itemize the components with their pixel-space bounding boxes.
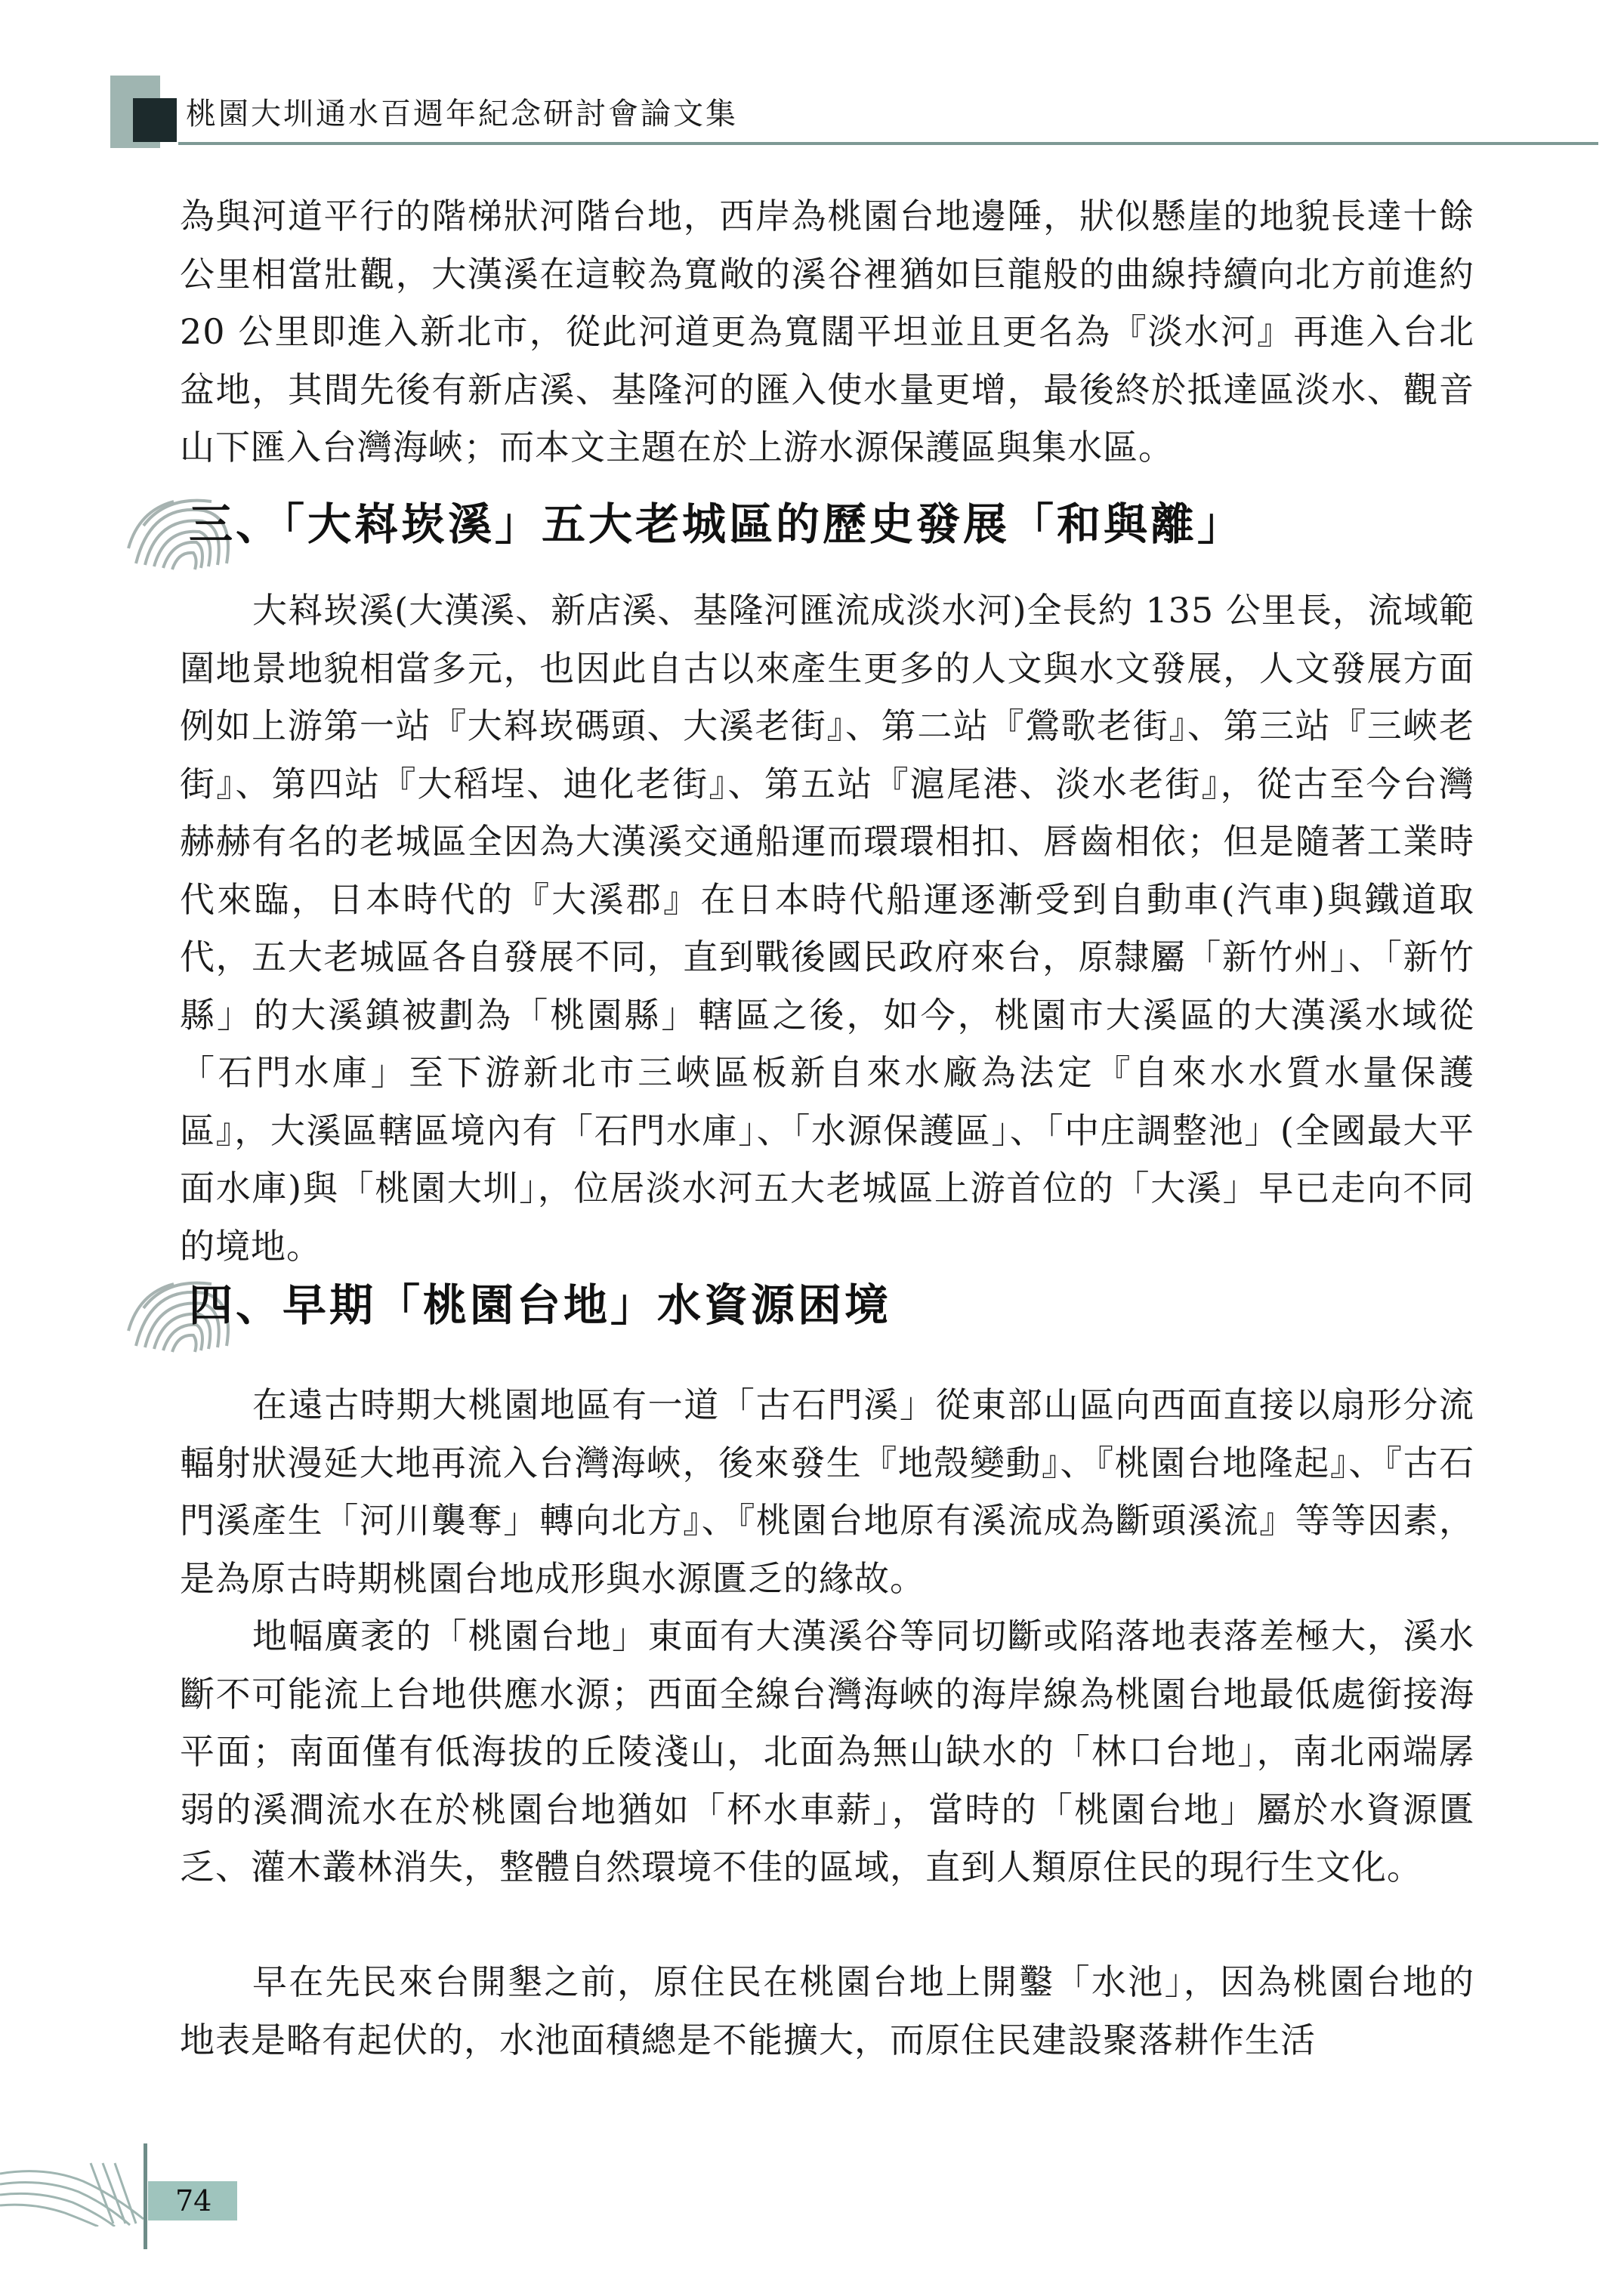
- section-heading-4: 四、早期「桃園台地」水資源困境: [189, 1279, 892, 1331]
- paragraph: 在遠古時期大桃園地區有一道「古石門溪」從東部山區向西面直接以扇形分流輻射狀漫延大地再流入台灣海峽，後來發生『地殼變動』、『桃園台地隆起』、『古石門溪產生「河川襲奪」轉向北方』、『桃園台地原有溪流成為斷頭溪流』等等因素，是為原古時期桃園台地成形與水源匱乏的緣故。: [180, 1384, 1474, 1599]
- paragraph: 地幅廣袤的「桃園台地」東面有大漢溪谷等同切斷或陷落地表落差極大，溪水斷不可能流上台地供應水源；西面全線台灣海峽的海岸線為桃園台地最低處銜接海平面；南面僅有低海拔的丘陵淺山，北面為無山缺水的「林口台地」，南北兩端孱弱的溪澗流水在於桃園台地猶如「杯水車薪」，當時的「桃園台地」屬於水資源匱乏、灌木叢林消失，整體自然環境不佳的區域，直到人類原住民的現行生文化。: [180, 1616, 1474, 1887]
- header-decor-square-dark: [133, 98, 177, 142]
- wave-lines-icon: [0, 2159, 151, 2227]
- page-number: 74: [175, 2184, 212, 2217]
- paragraph-continued: 為與河道平行的階梯狀河階台地，西岸為桃園台地邊陲，狀似懸崖的地貌長達十餘公里相當壯觀，大漢溪在這較為寬敞的溪谷裡猶如巨龍般的曲線持續向北方前進約 20 公里即進入新北市，從此河道更為寬闊平坦並且更名為『淡水河』再進入台北盆地，其間先後有新店溪、基隆河的匯入使水量更增，最後終於抵達區淡水、觀音山下匯入台灣海峽；而本文主題在於上游水源保護區與集水區。: [180, 196, 1474, 468]
- running-title: 桃園大圳通水百週年紀念研討會論文集: [186, 97, 738, 131]
- header-rule: [178, 142, 1598, 145]
- paragraph: 大嵙崁溪(大漢溪、新店溪、基隆河匯流成淡水河)全長約 135 公里長，流域範圍地景地貌相當多元，也因此自古以來產生更多的人文與水文發展，人文發展方面例如上游第一站『大嵙崁碼頭、大溪老街』、第二站『鶯歌老街』、第三站『三峽老街』、第四站『大稻埕、迪化老街』、第五站『滬尾港、淡水老街』，從古至今台灣赫赫有名的老城區全因為大漢溪交通船運而環環相扣、唇齒相依；但是隨著工業時代來臨，日本時代的『大溪郡』在日本時代船運逐漸受到自動車(汽車)與鐵道取代，五大老城區各自發展不同，直到戰後國民政府來台，原隸屬「新竹州」、「新竹縣」的大溪鎮被劃為「桃園縣」轄區之後，如今，桃園市大溪區的大漢溪水域從「石門水庫」至下游新北市三峽區板新自來水廠為法定『自來水水質水量保護區』，大溪區轄區境內有「石門水庫」、「水源保護區」、「中庄調整池」(全國最大平面水庫)與「桃園大圳」，位居淡水河五大老城區上游首位的「大溪」早已走向不同的境地。: [180, 590, 1474, 1267]
- paragraph: 早在先民來台開墾之前，原住民在桃園台地上開鑿「水池」，因為桃園台地的地表是略有起伏的，水池面積總是不能擴大，而原住民建設聚落耕作生活: [180, 1961, 1474, 2060]
- footer-divider: [144, 2143, 147, 2249]
- section-heading-3: 三、「大嵙崁溪」五大老城區的歷史發展「和與離」: [189, 498, 1245, 550]
